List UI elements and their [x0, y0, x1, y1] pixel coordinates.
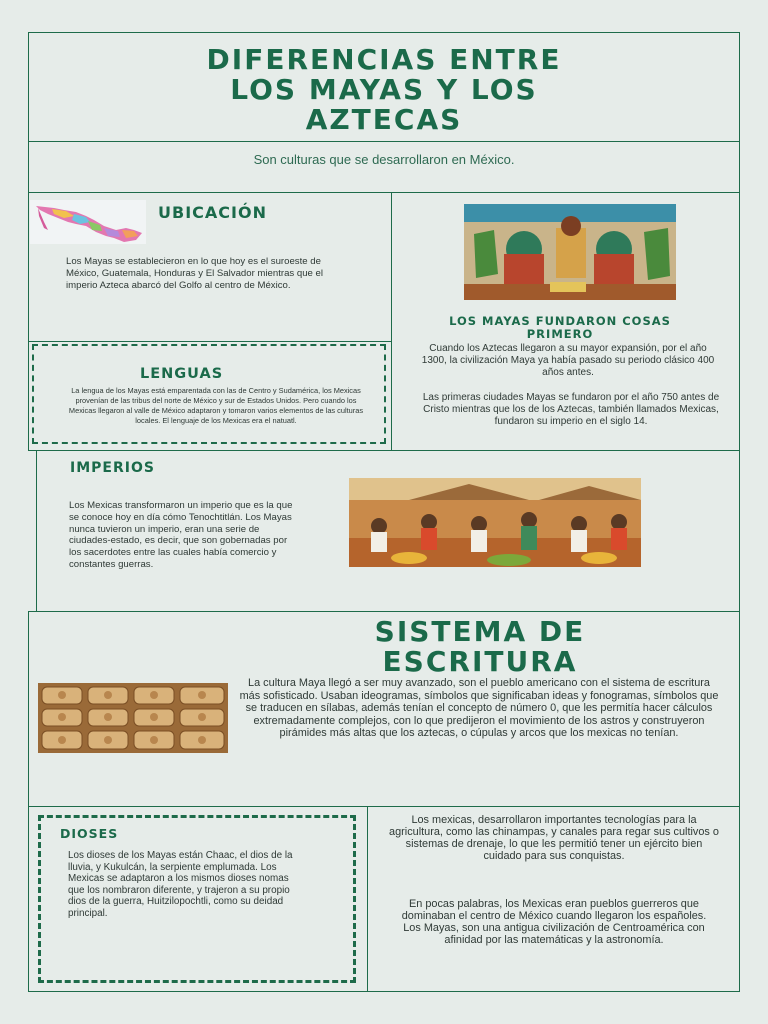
escritura-title — [290, 617, 670, 677]
dioses-text: Los dioses de los Mayas están Chaac, el dios de la lluvia, y Kukulcán, la serpiente emplumada. Los Mexicas se adaptaron a los mismos dioses nomas que los nombraron diferente, y trajeron a su propio dios de la guerra, Huitzilopochtli, como su deidad principal. — [68, 850, 293, 919]
lenguas-text: La lengua de los Mayas está emparentada con las de Centro y Sudamérica, los Mexicas provenían de las tribus del norte de México y sur de Estados Unidos. Pero cuando los Mexicas llegaron al valle de México adaptaron y tomaron varios elementos de las culturas locales. El lenguaje de los Mexicas era el natuatl. — [68, 386, 364, 425]
title-line-2: LOS MAYAS Y LOS — [230, 73, 538, 106]
ubicacion-text: Los Mayas se establecieron en lo que hoy es el suroeste de México, Guatemala, Honduras y El Salvador mientras que el imperio Azteca abarcó del Golfo al centro de México. — [66, 256, 324, 291]
escritura-title-line-1: SISTEMA DE — [374, 615, 586, 648]
conclusion-paragraph-1: Los mexicas, desarrollaron importantes tecnologías para la agricultura, como las chinampas, y canales para regar sus cultivos o sistemas de drenaje, lo que les permitió tener un ejército bien cuidado para sus conquistas. — [389, 814, 719, 862]
lenguas-title: LENGUAS — [140, 366, 224, 382]
conclusion-paragraph-2: En pocas palabras, los Mexicas eran pueblos guerreros que dominaban el centro de México cuando llegaron los españoles. Los Mayas, son una antigua civilización de Centroamérica con afinidad por las matemáticas y la astronomía. — [401, 898, 707, 946]
title-line-3: AZTECAS — [305, 103, 463, 136]
imperios-title: IMPERIOS — [70, 460, 155, 476]
subtitle-section — [28, 141, 740, 193]
subtitle: Son culturas que se desarrollaron en México. — [253, 152, 515, 167]
maya-codex-image — [464, 204, 676, 300]
fundaron-title: LOS MAYAS FUNDARON COSAS PRIMERO — [449, 314, 671, 341]
aztec-market-image — [349, 478, 641, 567]
fundaron-paragraph-1: Cuando los Aztecas llegaron a su mayor expansión, por el año 1300, la civilización Maya ya había pasado su periodo clásico 400 años antes. — [421, 343, 715, 378]
mexico-map-image — [30, 200, 146, 244]
title-line-1: DIFERENCIAS ENTRE — [206, 43, 562, 76]
fundaron-paragraph-2: Las primeras ciudades Mayas se fundaron por el año 750 antes de Cristo mientras que los de los Aztecas, también llamados Mexicas, fundaron su imperio en el siglo 14. — [422, 392, 720, 427]
escritura-text: La cultura Maya llegó a ser muy avanzado, son el pueblo americano con el sistema de escritura más sofisticado. Usaban ideogramas, símbolos que significaban ideas y fonogramas, símbolos que se traducen en sílabas, además tenían el concepto de número 0, que les permitía hacer cálculos extremadamente complejos, con lo que predijeron el movimiento de los astros y construyeron pirámides más altas que los aztecas, o cúpulas y arcos que los mexicas no tenían. — [239, 677, 719, 740]
escritura-title-line-2: ESCRITURA — [382, 645, 578, 678]
maya-glyphs-image — [38, 683, 228, 753]
ubicacion-title: UBICACIÓN — [158, 203, 267, 222]
page-title — [29, 45, 739, 135]
dioses-title: DIOSES — [60, 826, 119, 841]
title-section — [28, 32, 740, 142]
imperios-text: Los Mexicas transformaron un imperio que es la que se conoce hoy en día cómo Tenochtitlán. Los Mayas nunca tuvieron un imperio, eran una serie de ciudades-estado, es decir, que son gobernadas por los sacerdotes entre las cuales había comercio y constantes guerras. — [69, 500, 293, 570]
